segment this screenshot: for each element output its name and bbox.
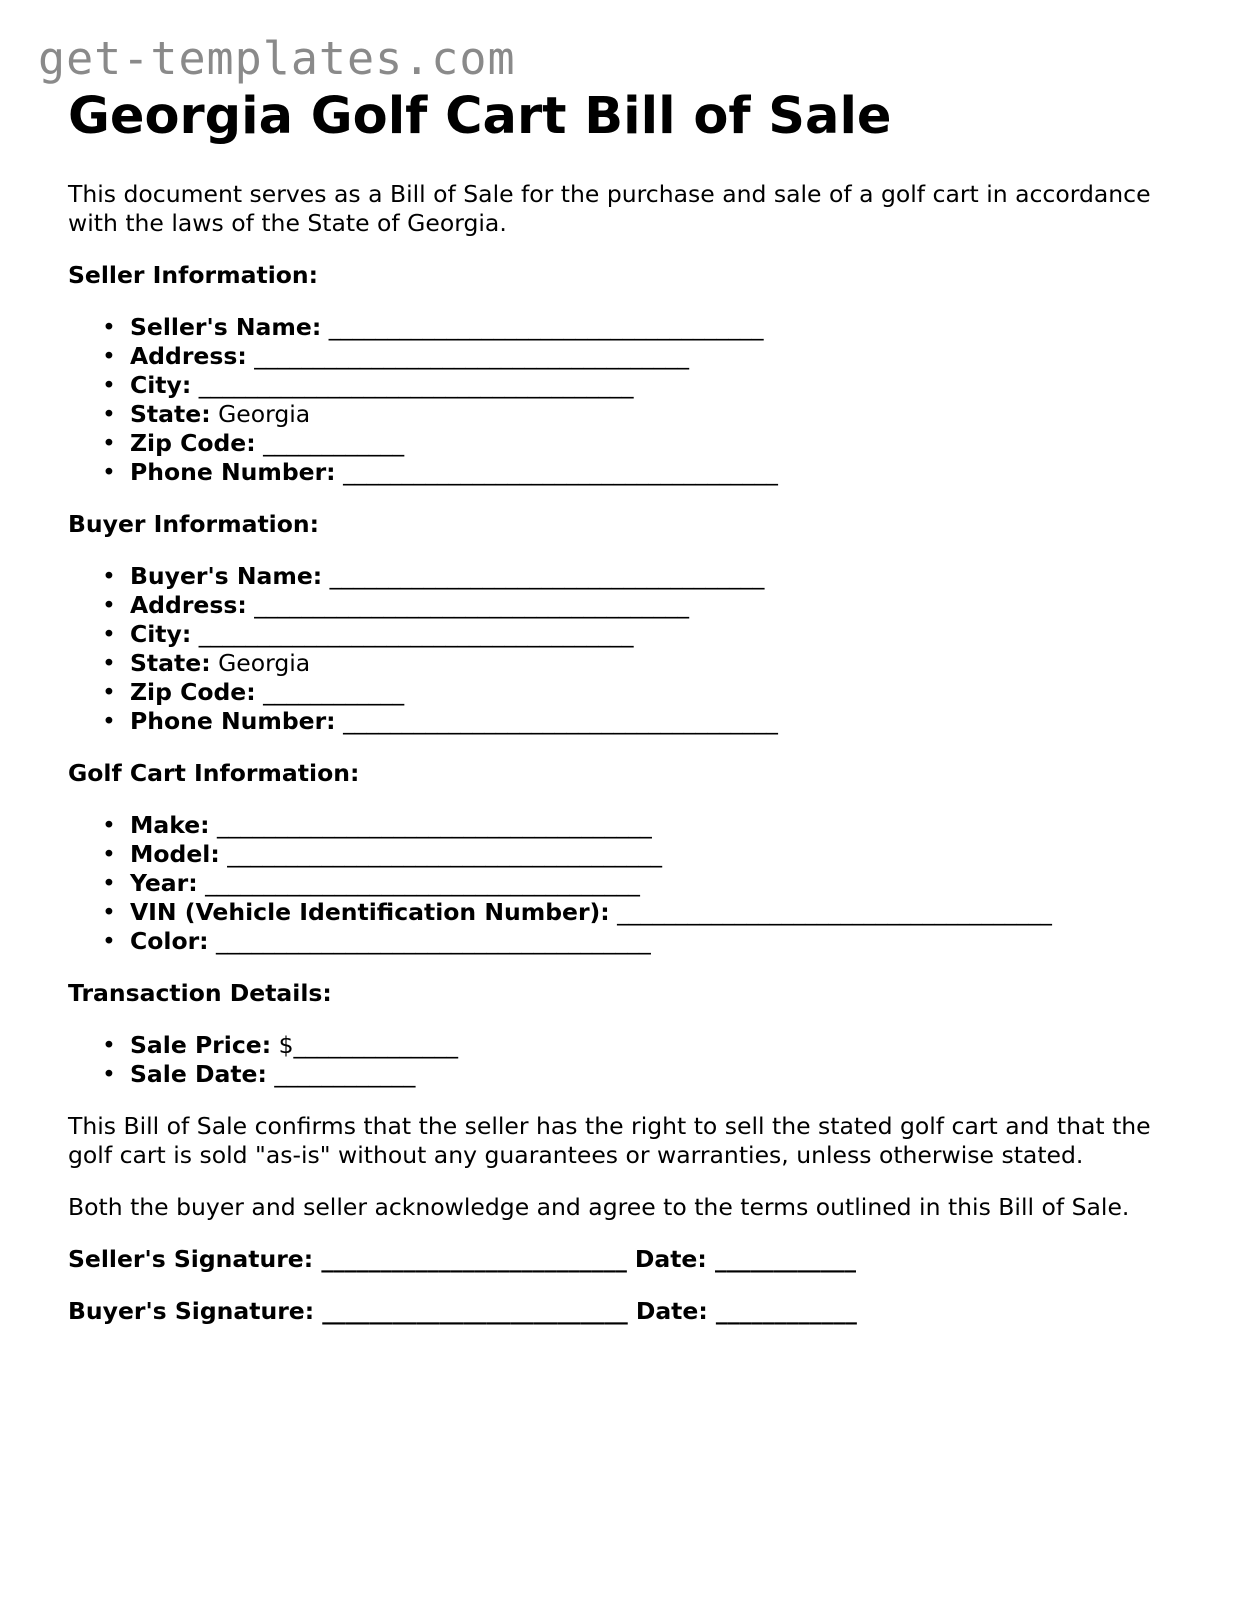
sale-date-blank[interactable]: ____________ xyxy=(266,1060,416,1088)
seller-address-blank[interactable]: _____________________________________ xyxy=(246,342,689,370)
buyer-phone-field xyxy=(130,707,1198,736)
seller-address-field xyxy=(130,342,1198,371)
buyer-address-label: Address: xyxy=(130,591,247,619)
acknowledgment-paragraph: Both the buyer and seller acknowledge and agree to the terms outlined in this Bill of Sale. xyxy=(68,1193,1130,1221)
cart-model-blank[interactable]: _____________________________________ xyxy=(219,840,662,868)
buyer-city-field xyxy=(130,620,1198,649)
buyer-zip-field xyxy=(130,678,1198,707)
cart-vin-blank[interactable]: _____________________________________ xyxy=(609,898,1052,926)
seller-city-blank[interactable]: _____________________________________ xyxy=(191,371,634,399)
buyer-name-label: Buyer's Name: xyxy=(130,562,323,590)
document-title: Georgia Golf Cart Bill of Sale xyxy=(68,87,892,146)
cart-year-label: Year: xyxy=(130,869,198,897)
buyer-city-blank[interactable]: _____________________________________ xyxy=(191,620,634,648)
buyer-phone-label: Phone Number: xyxy=(130,707,336,735)
buyer-fields-list xyxy=(68,562,1198,736)
sale-price-blank[interactable]: $______________ xyxy=(271,1031,459,1059)
seller-name-blank[interactable]: _____________________________________ xyxy=(321,313,764,341)
buyer-city-label: City: xyxy=(130,620,192,648)
buyer-signature-line xyxy=(68,1297,1198,1326)
confirmation-paragraph: This Bill of Sale confirms that the seller has the right to sell the stated golf cart and that the golf cart is sold "as-is" without any guarantees or warranties, unless otherwise stated. xyxy=(68,1112,1151,1169)
cart-color-blank[interactable]: _____________________________________ xyxy=(208,927,651,955)
buyer-phone-blank[interactable]: _____________________________________ xyxy=(335,707,778,735)
seller-city-field xyxy=(130,371,1198,400)
seller-fields-list xyxy=(68,313,1198,487)
watermark: get-templates.com xyxy=(38,32,516,85)
transaction-section-heading: Transaction Details: xyxy=(68,979,332,1007)
cart-vin-label: VIN (Vehicle Identification Number): xyxy=(130,898,610,926)
buyer-section-heading: Buyer Information: xyxy=(68,510,320,538)
seller-date-field[interactable]: Date: ____________ xyxy=(634,1245,856,1273)
seller-signature-field[interactable]: Seller's Signature: __________________________ xyxy=(68,1245,627,1273)
seller-name-label: Seller's Name: xyxy=(130,313,322,341)
seller-zip-blank[interactable]: ____________ xyxy=(255,429,405,457)
seller-zip-field xyxy=(130,429,1198,458)
buyer-date-field[interactable]: Date: ____________ xyxy=(635,1297,857,1325)
cart-color-label: Color: xyxy=(130,927,209,955)
buyer-name-field xyxy=(130,562,1198,591)
cart-model-label: Model: xyxy=(130,840,220,868)
buyer-address-blank[interactable]: _____________________________________ xyxy=(246,591,689,619)
seller-phone-label: Phone Number: xyxy=(130,458,336,486)
cart-fields-list xyxy=(68,811,1198,956)
cart-make-blank[interactable]: _____________________________________ xyxy=(209,811,652,839)
seller-signature-line xyxy=(68,1245,1198,1274)
sale-price-label: Sale Price: xyxy=(130,1031,272,1059)
seller-phone-blank[interactable]: _____________________________________ xyxy=(335,458,778,486)
seller-name-field xyxy=(130,313,1198,342)
cart-vin-field xyxy=(130,898,1198,927)
cart-model-field xyxy=(130,840,1198,869)
buyer-state-value: Georgia xyxy=(210,649,311,677)
seller-phone-field xyxy=(130,458,1198,487)
cart-year-blank[interactable]: _____________________________________ xyxy=(197,869,640,897)
sale-date-field xyxy=(130,1060,1198,1089)
buyer-state-label: State: xyxy=(130,649,211,677)
buyer-zip-label: Zip Code: xyxy=(130,678,256,706)
seller-address-label: Address: xyxy=(130,342,247,370)
cart-section-heading: Golf Cart Information: xyxy=(68,759,360,787)
buyer-state-field xyxy=(130,649,1198,678)
seller-city-label: City: xyxy=(130,371,192,399)
seller-state-label: State: xyxy=(130,400,211,428)
buyer-signature-field[interactable]: Buyer's Signature: __________________________ xyxy=(68,1297,628,1325)
cart-color-field xyxy=(130,927,1198,956)
seller-zip-label: Zip Code: xyxy=(130,429,256,457)
cart-year-field xyxy=(130,869,1198,898)
transaction-fields-list xyxy=(68,1031,1198,1089)
buyer-zip-blank[interactable]: ____________ xyxy=(255,678,405,706)
intro-paragraph: This document serves as a Bill of Sale for the purchase and sale of a golf cart in accordance with the laws of the State of Georgia. xyxy=(68,180,1151,237)
seller-state-value: Georgia xyxy=(210,400,311,428)
sale-date-label: Sale Date: xyxy=(130,1060,267,1088)
document-body xyxy=(68,84,1198,1326)
cart-make-label: Make: xyxy=(130,811,210,839)
cart-make-field xyxy=(130,811,1198,840)
sale-price-field xyxy=(130,1031,1198,1060)
buyer-name-blank[interactable]: _____________________________________ xyxy=(322,562,765,590)
seller-state-field xyxy=(130,400,1198,429)
seller-section-heading: Seller Information: xyxy=(68,261,319,289)
buyer-address-field xyxy=(130,591,1198,620)
